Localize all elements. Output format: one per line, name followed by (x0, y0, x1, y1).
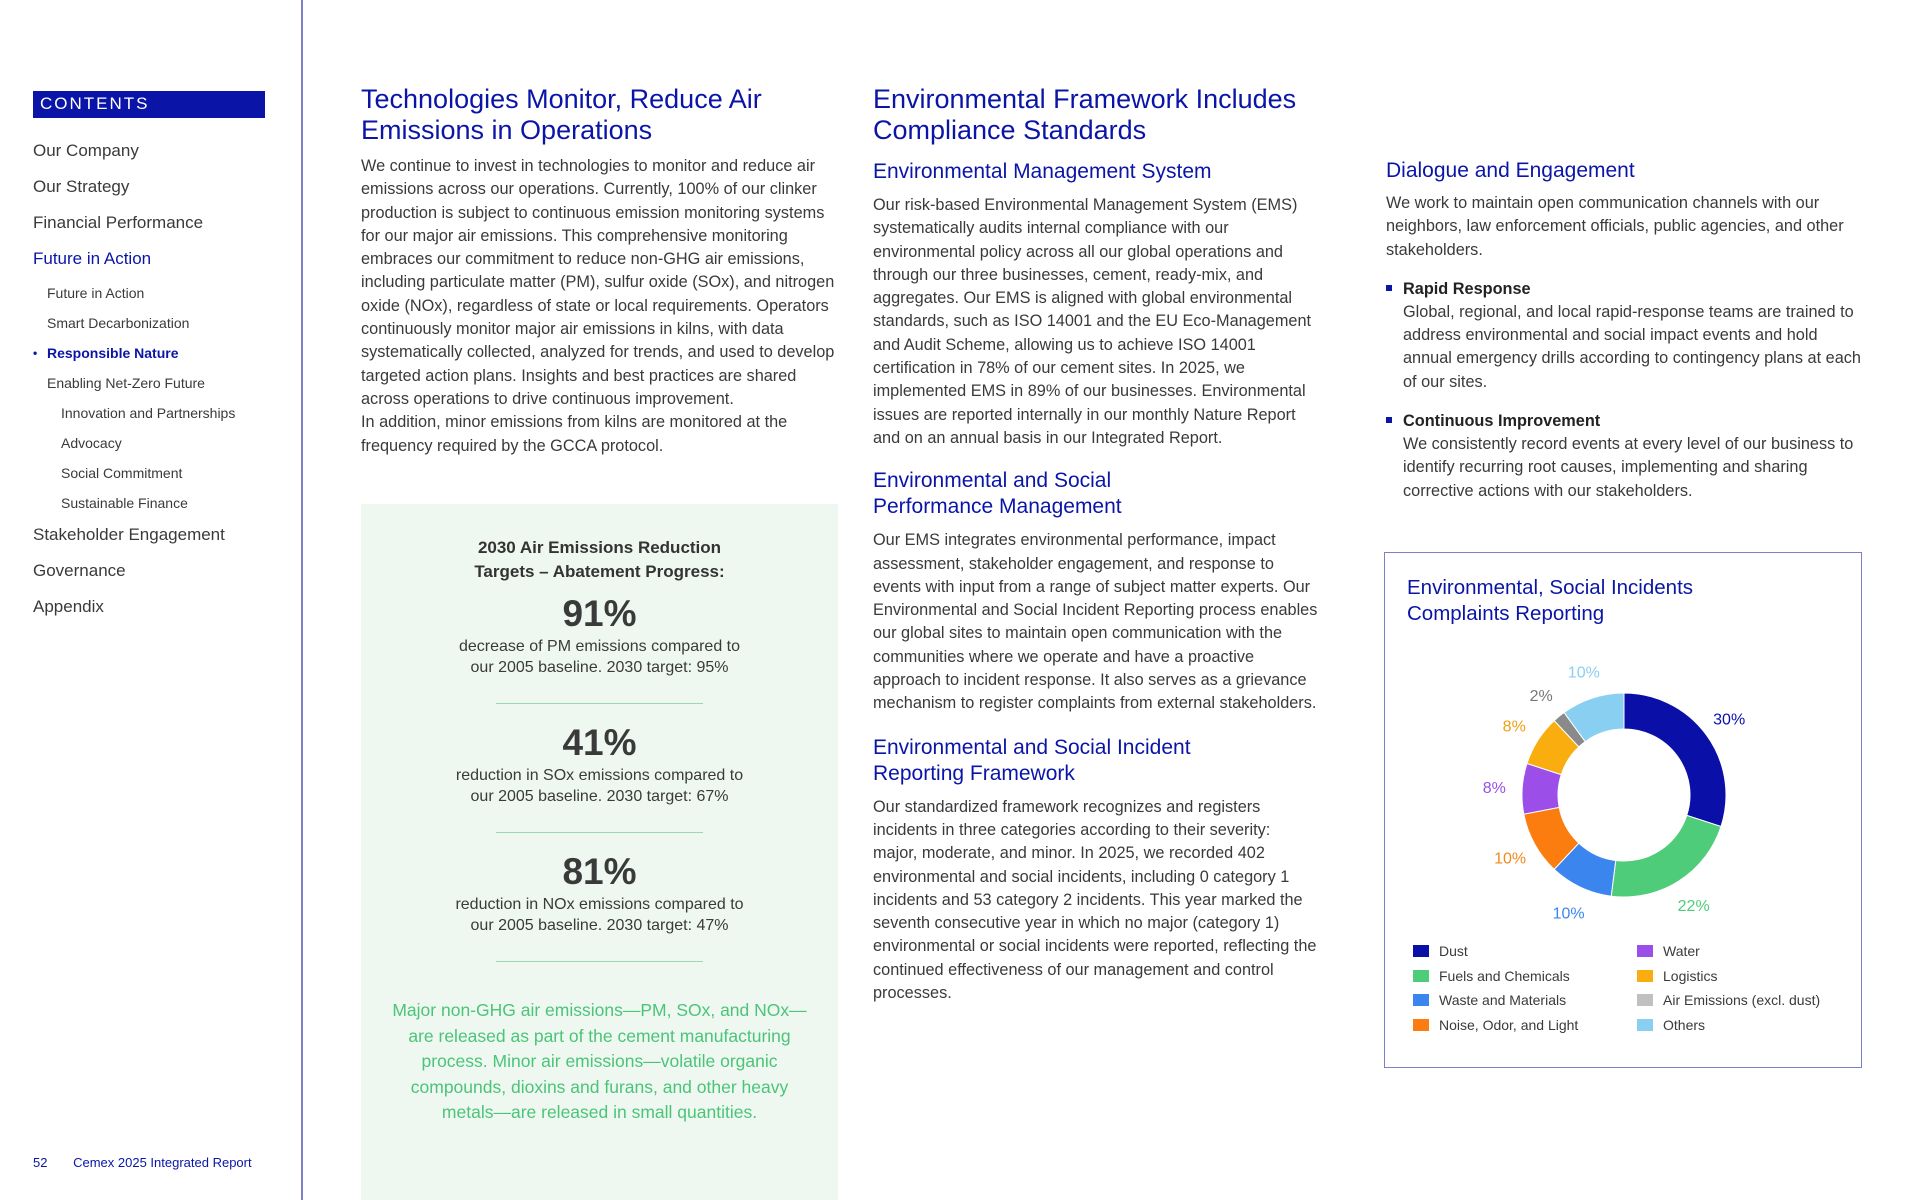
sidebar-item-social-commitment[interactable]: Social Commitment (61, 465, 183, 481)
legend-item-water (1637, 941, 1700, 961)
legend-swatch (1637, 994, 1653, 1006)
bullet-title: Continuous Improvement (1403, 412, 1601, 431)
divider (496, 703, 703, 704)
legend-item-others (1637, 1015, 1705, 1035)
targets-title: 2030 Air Emissions Reduction Targets – Abatement Progress: (474, 538, 725, 581)
sidebar-item-our-company[interactable]: Our Company (33, 141, 139, 160)
air-emissions-targets-callout (361, 504, 838, 1200)
bullet-title: Rapid Response (1403, 279, 1531, 298)
legend-label: Air Emissions (excl. dust) (1663, 992, 1821, 1008)
legend-swatch (1637, 945, 1653, 957)
incidents-chart-panel (1384, 552, 1862, 1068)
bullet-body: We consistently record events at every level of our business to identify recurring root causes, implementing and sharing corrective actions with our stakeholders. (1403, 435, 1854, 500)
legend-swatch (1413, 994, 1429, 1006)
ems-body: Our risk-based Environmental Management System (EMS) systematically audits internal compliance with our environmental policy across all our global operations and through our three businesses, cement, ready-mix, and aggregates. Our EMS is aligned with global environmental standards, such as ISO 14001 and the EU Eco-Management and Audit Scheme, allowing us to achieve ISO 14001 certification in 78% of our cement sites. In 2025, we implemented EMS in 89% of our businesses. Environmental issues are reported internally in our monthly Nature Report and on an annual basis in our Integrated Report. (873, 196, 1312, 447)
divider (496, 961, 703, 962)
donut-label-water: 8% (1482, 779, 1506, 797)
stat-sox (361, 721, 838, 807)
performance-management-body: Our EMS integrates environmental performance, impact assessment, stakeholder engagement, and response to events with input from a range of subject matter experts. Our Environmental and Social Incident Reporting process enables our global sites to maintain open communication with the communities where we operate and have a proactive approach to incident response. It also serves as a grievance mechanism to register complaints from external stakeholders. (873, 531, 1318, 713)
sidebar (0, 0, 303, 1200)
legend-item-noise-odor-and-light (1413, 1015, 1578, 1035)
performance-management-title: Environmental and Social Performance Management (873, 469, 1122, 519)
air-emissions-heading: Technologies Monitor, Reduce Air Emissions in Operations (361, 84, 762, 145)
sidebar-item-financial-performance[interactable]: Financial Performance (33, 213, 204, 232)
donut-label-noise-odor-and-light: 10% (1494, 850, 1527, 868)
legend-item-air-emissions-excl-dust- (1637, 990, 1820, 1010)
stat-sox-value: 41% (562, 722, 637, 763)
framework-heading: Environmental Framework Includes Compliance Standards (873, 84, 1297, 145)
dialogue-intro: We work to maintain open communication channels with our neighbors, law enforcement officials, public agencies, and other stakeholders. (1386, 194, 1844, 259)
stat-pm (361, 592, 838, 678)
legend-item-dust (1413, 941, 1468, 961)
sidebar-item-future-in-action[interactable]: Future in Action (47, 285, 145, 301)
stat-sox-desc: reduction in SOx emissions compared to our 2005 baseline. 2030 target: 67% (455, 767, 744, 805)
stat-nox-desc: reduction in NOx emissions compared to our 2005 baseline. 2030 target: 47% (455, 896, 744, 934)
legend-item-fuels-and-chemicals (1413, 966, 1570, 986)
ems-title: Environmental Management System (873, 160, 1212, 183)
environmental-framework-section (873, 84, 1318, 1005)
incident-framework-body: Our standardized framework recognizes and registers incidents in three categories according to their severity: major, moderate, and minor. In 2025, we recorded 402 environmental and social incidents, including 0 category 1 incidents and 53 category 2 incidents. This year marked the seventh consecutive year in which no major (category 1) environmental or social incidents were reported, reflecting the continued effectiveness of our management and control processes. (873, 797, 1317, 1003)
bullet-continuous-improvement (1386, 410, 1866, 503)
legend-item-logistics (1637, 966, 1717, 986)
sidebar-item-innovation-and-partnerships[interactable]: Innovation and Partnerships (61, 405, 236, 421)
donut-chart (1385, 553, 1863, 933)
donut-label-logistics: 8% (1502, 718, 1526, 736)
legend-item-waste-and-materials (1413, 990, 1566, 1010)
stat-nox-value: 81% (562, 851, 637, 892)
legend-label: Water (1663, 943, 1700, 959)
donut-slice-dust (1624, 693, 1726, 827)
stat-pm-value: 91% (562, 593, 637, 634)
legend-swatch (1637, 970, 1653, 982)
page-number: 52 (33, 1155, 48, 1170)
air-emissions-section (361, 84, 841, 458)
stat-nox (361, 850, 838, 936)
stat-pm-desc: decrease of PM emissions compared to our 2005 baseline. 2030 target: 95% (458, 638, 740, 676)
chart-title: Environmental, Social Incidents Complaints Reporting (1407, 576, 1694, 625)
legend-swatch (1413, 945, 1429, 957)
divider (496, 832, 703, 833)
legend-swatch (1637, 1019, 1653, 1031)
sidebar-item-enabling-net-zero-future[interactable]: Enabling Net-Zero Future (47, 375, 205, 391)
incident-framework-title: Environmental and Social Incident Reporting Framework (873, 735, 1191, 785)
donut-label-others: 10% (1567, 664, 1600, 682)
sidebar-item-appendix[interactable]: Appendix (33, 597, 104, 616)
dialogue-section (1386, 158, 1866, 503)
donut-label-waste-and-materials: 10% (1552, 905, 1585, 923)
emissions-note: Major non-GHG air emissions—PM, SOx, and NOx—are released as part of the cement manufacturing process. Minor air emissions—volatile organic compounds, dioxins and furans, and other heavy metals—are released in small quantities. (392, 1000, 807, 1123)
sidebar-item-our-strategy[interactable]: Our Strategy (33, 177, 130, 196)
legend-swatch (1413, 1019, 1429, 1031)
donut-label-fuels-and-chemicals: 22% (1677, 897, 1710, 915)
donut-slice-fuels-and-chemicals (1611, 815, 1721, 897)
legend-label: Dust (1439, 943, 1468, 959)
sidebar-item-governance[interactable]: Governance (33, 561, 126, 580)
sidebar-item-smart-decarbonization[interactable]: Smart Decarbonization (47, 315, 190, 331)
sidebar-item-responsible-nature[interactable]: • Responsible Nature (33, 342, 298, 372)
legend-label: Logistics (1663, 967, 1718, 984)
page-footer (33, 1155, 252, 1170)
sidebar-nav (33, 138, 298, 630)
sidebar-item-sustainable-finance[interactable]: Sustainable Finance (61, 495, 188, 511)
sidebar-item-advocacy[interactable]: Advocacy (61, 435, 122, 451)
bullet-body: Global, regional, and local rapid-response teams are trained to address environmental and social impact events and hold annual emergency drills according to contingency plans at each of our sites. (1403, 302, 1861, 391)
legend-label: Waste and Materials (1439, 992, 1567, 1008)
dialogue-title: Dialogue and Engagement (1386, 159, 1635, 182)
donut-label-dust: 30% (1713, 711, 1746, 729)
bullet-rapid-response (1386, 278, 1866, 394)
legend-label: Fuels and Chemicals (1439, 967, 1570, 984)
contents-header: CONTENTS (33, 91, 265, 118)
legend-label: Others (1663, 1016, 1706, 1033)
sidebar-item-stakeholder-engagement[interactable]: Stakeholder Engagement (33, 525, 225, 544)
sidebar-item-future-in-action[interactable]: Future in Action (33, 249, 152, 268)
report-title: Cemex 2025 Integrated Report (73, 1155, 252, 1170)
legend-label: Noise, Odor, and Light (1439, 1016, 1579, 1033)
donut-label-air-emissions-excl-dust-: 2% (1529, 687, 1553, 705)
legend-swatch (1413, 970, 1429, 982)
air-emissions-body: We continue to invest in technologies to monitor and reduce air emissions across our operations. Currently, 100% of our clinker production is subject to continuous emission monitoring systems for our major air emissions. This comprehensive monitoring embraces our commitment to reduce non-GHG air emissions, including particulate matter (PM), sulfur oxide (SOx), and nitrogen oxide (NOx), regardless of state or local requirements. Operators continuously monitor major air emissions in kilns, with data systematically collected, analyzed for trends, and used to develop targeted action plans. Insights and best practices are shared across operations to drive continuous improvement. In addition, minor emissions from kilns are monitored at the frequency required by the GCCA protocol. (361, 157, 835, 455)
